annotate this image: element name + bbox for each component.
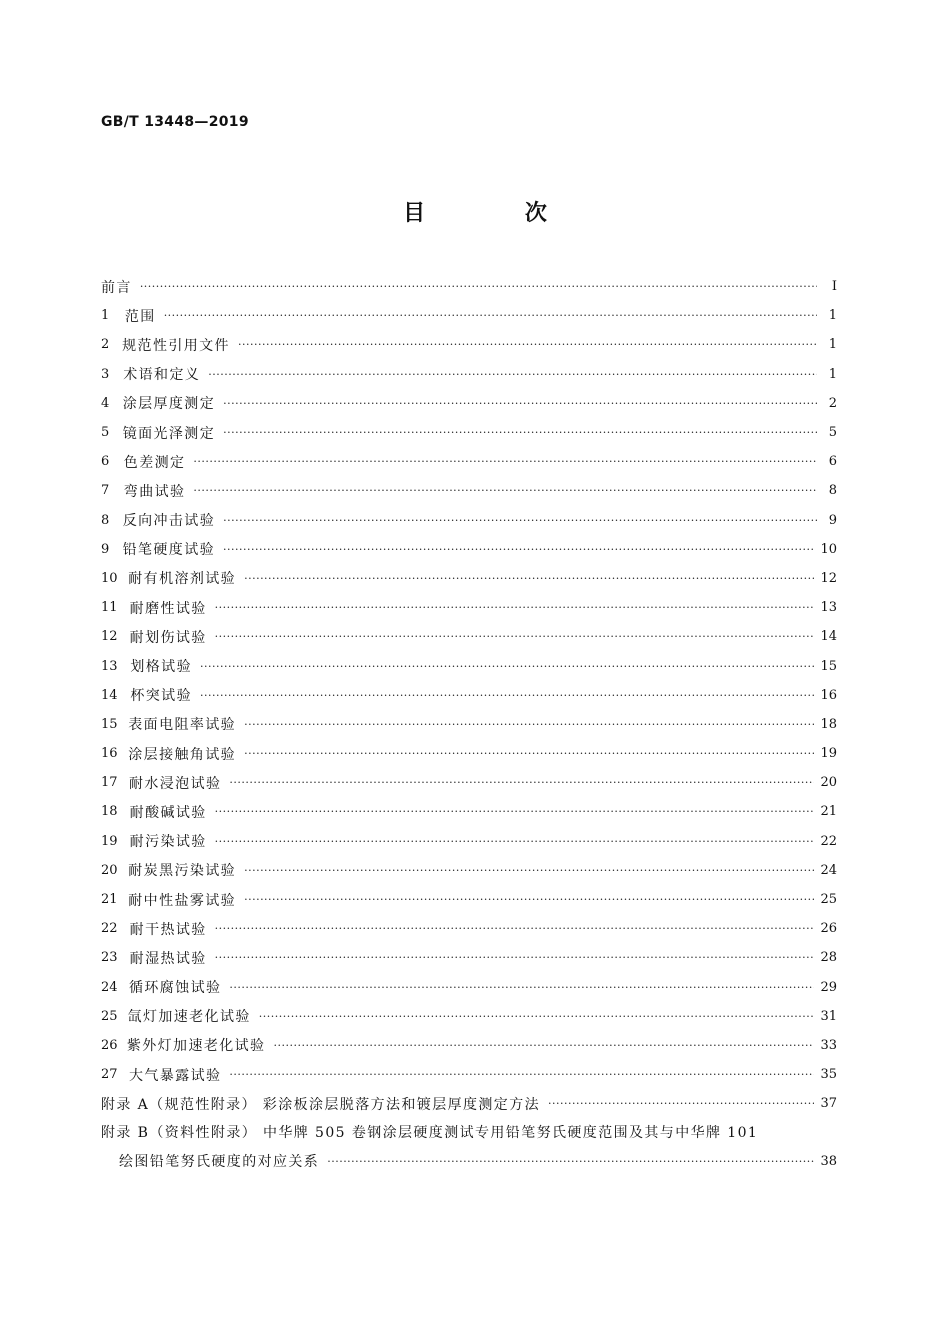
toc-entry-label: 规范性引用文件 (122, 337, 230, 354)
toc-entry-page: 9 (828, 512, 837, 528)
toc-entry[interactable] (101, 593, 837, 622)
toc-entry-page: 8 (828, 483, 837, 499)
toc-entry[interactable] (101, 1002, 837, 1031)
toc-entry-page: 1 (828, 337, 837, 353)
toc-entry-label: 耐干热试验 (129, 921, 207, 938)
dot-leader (229, 1068, 814, 1081)
toc-entry-page: 1 (828, 366, 837, 382)
toc-entry-page: 24 (820, 862, 837, 878)
toc-entry[interactable] (101, 360, 837, 389)
toc-entry[interactable] (101, 447, 837, 476)
toc-entry-page: 16 (820, 687, 837, 703)
toc-entry-label: 耐中性盐雾试验 (128, 892, 237, 909)
dot-leader (223, 397, 817, 410)
toc-entry-page: 2 (828, 395, 837, 411)
toc-entry-number: 17 (101, 775, 118, 791)
toc-entry-number: 26 (101, 1037, 118, 1053)
toc-entry-label: 镜面光泽测定 (122, 425, 216, 442)
toc-entry-page: 29 (820, 979, 837, 995)
toc-entry[interactable] (101, 973, 837, 1002)
dot-leader (215, 805, 815, 818)
toc-entry-number: 6 (101, 454, 110, 470)
toc-entry-page: 18 (820, 716, 837, 732)
dot-leader (229, 981, 814, 994)
toc-entry-number: 11 (101, 600, 118, 616)
toc-entry-label: 前言 (101, 279, 132, 296)
toc-entry-number: 4 (101, 395, 110, 411)
toc-entry[interactable] (101, 827, 837, 856)
toc-entry-label: 反向冲击试验 (122, 513, 216, 530)
toc-entry-page: 35 (820, 1067, 837, 1083)
toc-entry-page: 6 (828, 454, 837, 470)
dot-leader (215, 835, 815, 848)
toc-entry[interactable] (101, 272, 837, 301)
dot-leader (259, 1010, 815, 1023)
toc-entry-number: 8 (101, 512, 110, 528)
toc-entry-label: 色差测定 (123, 454, 186, 471)
toc-entry-label: 耐湿热试验 (129, 950, 207, 967)
toc-entry-label: 绘图铅笔努氏硬度的对应关系 (119, 1154, 320, 1171)
dot-leader (164, 309, 817, 322)
toc-entry[interactable] (101, 943, 837, 972)
toc-entry-number: 22 (101, 921, 118, 937)
toc-entry[interactable] (101, 476, 837, 505)
toc-entry-page: 13 (820, 600, 837, 616)
toc-entry[interactable] (101, 1031, 837, 1060)
toc-entry-page: 19 (820, 746, 837, 762)
toc-entry-label: 附录 B（资料性附录） 中华牌 505 卷钢涂层硬度测试专用铅笔努氏硬度范围及其与中华牌 101 (101, 1125, 759, 1142)
dot-leader (244, 747, 814, 760)
dot-leader (548, 1097, 814, 1110)
toc-entry-appendix-b-continued[interactable] (101, 1146, 837, 1175)
toc-entry-number: 18 (101, 804, 118, 820)
dot-leader (140, 280, 817, 293)
toc-entry-number: 15 (101, 716, 118, 732)
dot-leader (215, 922, 815, 935)
toc-entry[interactable] (101, 506, 837, 535)
toc-entry-label: 耐污染试验 (129, 834, 207, 851)
dot-leader (244, 572, 814, 585)
toc-entry-label: 弯曲试验 (123, 483, 186, 500)
toc-entry-page: 1 (828, 308, 837, 324)
toc-entry-number: 25 (101, 1008, 118, 1024)
toc-entry-page: 37 (820, 1096, 837, 1112)
dot-leader (229, 776, 814, 789)
toc-entry-number: 21 (101, 892, 118, 908)
toc-entry-label: 划格试验 (130, 659, 192, 676)
toc-entry-label: 循环腐蚀试验 (128, 980, 222, 997)
toc-entry-number: 2 (101, 337, 110, 353)
toc-entry-page: 5 (828, 425, 837, 441)
toc-entry-number: 27 (101, 1067, 118, 1083)
toc-entry-page: 31 (820, 1008, 837, 1024)
toc-entry-number: 20 (101, 862, 118, 878)
dot-leader (238, 338, 817, 351)
standard-code: GB/T 13448—2019 (101, 114, 249, 130)
toc-entry-label: 铅笔硬度试验 (122, 542, 216, 559)
toc-entry-label: 耐磨性试验 (129, 600, 207, 617)
toc-entry-number: 24 (101, 979, 118, 995)
toc-entry-number: 10 (101, 570, 118, 586)
dot-leader (215, 630, 815, 643)
toc-entry-number: 3 (101, 366, 110, 382)
toc-entry-number: 13 (101, 658, 118, 674)
dot-leader (273, 1039, 814, 1052)
toc-entry-number: 14 (101, 687, 118, 703)
toc-entry-label: 耐酸碱试验 (129, 804, 207, 821)
dot-leader (215, 951, 815, 964)
toc-entry-page: 15 (820, 658, 837, 674)
toc-entry-label: 耐划伤试验 (129, 629, 207, 646)
toc-entry[interactable] (101, 301, 837, 330)
toc-entry-number: 7 (101, 483, 110, 499)
toc-entry[interactable] (101, 330, 837, 359)
toc-entry-page: 12 (820, 570, 837, 586)
toc-entry[interactable] (101, 535, 837, 564)
toc-entry-page: Ⅰ (831, 279, 837, 295)
toc-entry-label: 紫外灯加速老化试验 (126, 1038, 266, 1055)
toc-entry-page: 10 (820, 541, 837, 557)
toc-entry[interactable] (101, 914, 837, 943)
toc-entry-page: 14 (820, 629, 837, 645)
dot-leader (200, 660, 814, 673)
toc-entry[interactable] (101, 418, 837, 447)
dot-leader (223, 514, 817, 527)
toc-entry-page: 38 (820, 1153, 837, 1169)
toc-entry-number: 12 (101, 629, 118, 645)
toc-entry[interactable] (101, 389, 837, 418)
toc-entry-page: 20 (820, 775, 837, 791)
toc-entry-label: 范围 (124, 308, 156, 325)
toc-entry[interactable] (101, 797, 837, 826)
toc-entry[interactable] (101, 768, 837, 797)
dot-leader (327, 1155, 814, 1168)
toc-entry-appendix-b[interactable] (101, 1118, 837, 1146)
page-title: 目 次 (403, 200, 593, 226)
dot-leader (223, 426, 817, 439)
toc-entry-label: 表面电阻率试验 (128, 717, 237, 734)
toc-entry[interactable] (101, 885, 837, 914)
toc-entry-page: 21 (820, 804, 837, 820)
dot-leader (200, 689, 814, 702)
toc-entry-page: 33 (820, 1037, 837, 1053)
dot-leader (193, 455, 817, 468)
toc-entry[interactable] (101, 1089, 837, 1118)
toc-entry-label: 大气暴露试验 (128, 1067, 222, 1084)
toc-entry-number: 19 (101, 833, 118, 849)
toc-entry-page: 22 (820, 833, 837, 849)
toc-entry[interactable] (101, 710, 837, 739)
toc-entry-label: 氙灯加速老化试验 (127, 1009, 251, 1026)
toc-entry-page: 25 (820, 892, 837, 908)
toc-entry[interactable] (101, 856, 837, 885)
dot-leader (244, 718, 814, 731)
toc-entry-number: 23 (101, 950, 118, 966)
toc-entry-page: 28 (820, 950, 837, 966)
toc-entry-label: 涂层厚度测定 (122, 396, 216, 413)
toc-entry-number: 1 (101, 308, 110, 324)
toc-entry[interactable] (101, 681, 837, 710)
toc-entry-label: 附录 A（规范性附录） 彩涂板涂层脱落方法和镀层厚度测定方法 (101, 1096, 541, 1113)
toc-entry-label: 术语和定义 (123, 367, 201, 384)
toc-entry[interactable] (101, 1060, 837, 1089)
toc-entry-number: 9 (101, 541, 110, 557)
toc-entry-number: 16 (101, 746, 118, 762)
dot-leader (244, 893, 814, 906)
toc-entry[interactable] (101, 564, 837, 593)
toc-entry[interactable] (101, 651, 837, 680)
toc-entry-number: 5 (101, 425, 110, 441)
toc-entry-label: 耐水浸泡试验 (128, 775, 222, 792)
dot-leader (223, 543, 814, 556)
dot-leader (208, 368, 817, 381)
dot-leader (215, 601, 815, 614)
toc-entry-page: 26 (820, 921, 837, 937)
table-of-contents (101, 272, 837, 1176)
dot-leader (244, 864, 814, 877)
dot-leader (193, 484, 817, 497)
toc-entry-label: 耐炭黑污染试验 (128, 863, 237, 880)
toc-entry-label: 涂层接触角试验 (128, 746, 237, 763)
toc-entry-label: 杯突试验 (130, 688, 192, 705)
toc-entry[interactable] (101, 622, 837, 651)
toc-entry-label: 耐有机溶剂试验 (128, 571, 237, 588)
toc-entry[interactable] (101, 739, 837, 768)
